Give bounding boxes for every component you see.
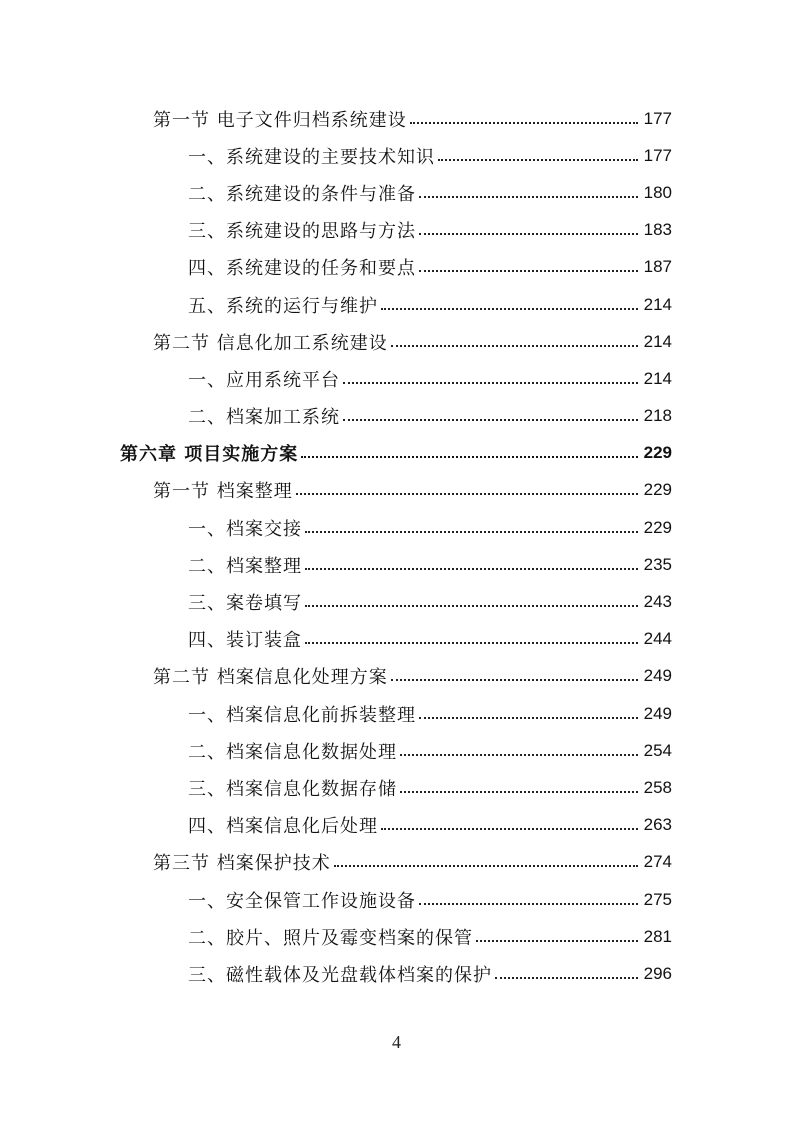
dot-leader [391, 679, 638, 681]
toc-entry-label: 第一节 档案整理 [153, 481, 293, 503]
dot-leader [410, 122, 638, 124]
toc-entry-item[interactable] [0, 695, 793, 732]
toc-entry-label: 二、档案整理 [188, 555, 302, 577]
toc-entry-label: 一、系统建设的主要技术知识 [188, 146, 435, 168]
toc-entry-page: 274 [643, 852, 672, 872]
dot-leader [305, 531, 638, 533]
dot-leader [419, 196, 638, 198]
toc-entry-page: 177 [643, 145, 672, 165]
toc-entry-page: 229 [643, 517, 672, 537]
toc-entry-item[interactable] [0, 249, 793, 286]
toc-entry-label: 三、档案信息化数据存储 [188, 778, 397, 800]
toc-entry-item[interactable] [0, 881, 793, 918]
toc-entry-label: 第三节 档案保护技术 [153, 853, 331, 875]
dot-leader [343, 419, 638, 421]
page-number: 4 [392, 1032, 401, 1052]
dot-leader [305, 642, 638, 644]
dot-leader [296, 493, 638, 495]
toc-entry-item[interactable] [0, 807, 793, 844]
toc-entry-label: 第二节 信息化加工系统建设 [153, 332, 388, 354]
toc-entry-page: 244 [643, 629, 672, 649]
toc-entry-item[interactable] [0, 509, 793, 546]
toc-entry-page: 296 [643, 963, 672, 983]
toc-entry-page: 249 [643, 703, 672, 723]
toc-entry-page: 183 [643, 220, 672, 240]
toc-entry-label: 二、胶片、照片及霉变档案的保管 [188, 927, 473, 949]
toc-entry-page: 214 [643, 368, 672, 388]
toc-entry-label: 三、案卷填写 [188, 593, 302, 615]
toc-entry-section[interactable] [0, 100, 793, 137]
dot-leader [438, 159, 638, 161]
toc-entry-page: 235 [643, 554, 672, 574]
toc-entry-page: 180 [643, 182, 672, 202]
dot-leader [400, 754, 638, 756]
toc-entry-item[interactable] [0, 955, 793, 992]
toc-entry-label: 五、系统的运行与维护 [188, 295, 378, 317]
toc-entry-item[interactable] [0, 918, 793, 955]
toc-entry-page: 249 [643, 666, 672, 686]
dot-leader [381, 828, 638, 830]
dot-leader [419, 233, 638, 235]
toc-entry-item[interactable] [0, 583, 793, 620]
table-of-contents [0, 100, 793, 993]
toc-entry-item[interactable] [0, 732, 793, 769]
toc-entry-label: 二、档案信息化数据处理 [188, 741, 397, 763]
dot-leader [334, 865, 638, 867]
toc-entry-label: 四、系统建设的任务和要点 [188, 258, 416, 280]
dot-leader [301, 456, 638, 458]
toc-entry-item[interactable] [0, 174, 793, 211]
dot-leader [419, 717, 638, 719]
toc-entry-label: 三、磁性载体及光盘载体档案的保护 [188, 964, 492, 986]
toc-entry-label: 三、系统建设的思路与方法 [188, 221, 416, 243]
dot-leader [400, 791, 638, 793]
toc-entry-item[interactable] [0, 398, 793, 435]
dot-leader [305, 605, 638, 607]
toc-entry-item[interactable] [0, 212, 793, 249]
toc-entry-section[interactable] [0, 658, 793, 695]
toc-entry-page: 229 [643, 480, 672, 500]
dot-leader [391, 345, 638, 347]
toc-entry-label: 一、应用系统平台 [188, 369, 340, 391]
toc-entry-item[interactable] [0, 137, 793, 174]
toc-entry-section[interactable] [0, 323, 793, 360]
toc-entry-item[interactable] [0, 769, 793, 806]
dot-leader [419, 270, 638, 272]
toc-entry-label: 第一节 电子文件归档系统建设 [153, 109, 407, 131]
toc-entry-label: 二、档案加工系统 [188, 407, 340, 429]
toc-entry-page: 243 [643, 592, 672, 612]
dot-leader [305, 568, 638, 570]
toc-entry-page: 275 [643, 889, 672, 909]
toc-entry-label: 一、档案交接 [188, 518, 302, 540]
toc-entry-page: 229 [643, 443, 672, 463]
dot-leader [476, 940, 638, 942]
toc-entry-section[interactable] [0, 844, 793, 881]
dot-leader [495, 977, 638, 979]
toc-entry-label: 四、装订装盒 [188, 630, 302, 652]
dot-leader [381, 308, 638, 310]
toc-entry-label: 第二节 档案信息化处理方案 [153, 667, 388, 689]
toc-entry-page: 258 [643, 777, 672, 797]
toc-entry-item[interactable] [0, 360, 793, 397]
toc-entry-page: 254 [643, 740, 672, 760]
toc-entry-label: 一、安全保管工作设施设备 [188, 890, 416, 912]
toc-entry-label: 一、档案信息化前拆装整理 [188, 704, 416, 726]
toc-entry-item[interactable] [0, 286, 793, 323]
toc-entry-label: 四、档案信息化后处理 [188, 816, 378, 838]
toc-entry-chapter[interactable] [0, 435, 793, 472]
toc-entry-section[interactable] [0, 472, 793, 509]
toc-entry-page: 177 [643, 108, 672, 128]
toc-entry-page: 214 [643, 294, 672, 314]
toc-entry-item[interactable] [0, 621, 793, 658]
dot-leader [343, 382, 638, 384]
toc-entry-page: 281 [643, 926, 672, 946]
toc-entry-page: 214 [643, 331, 672, 351]
toc-entry-item[interactable] [0, 546, 793, 583]
toc-entry-page: 187 [643, 257, 672, 277]
toc-entry-page: 263 [643, 815, 672, 835]
toc-entry-page: 218 [643, 406, 672, 426]
dot-leader [419, 903, 638, 905]
toc-entry-label: 二、系统建设的条件与准备 [188, 183, 416, 205]
toc-entry-label: 第六章 项目实施方案 [120, 444, 299, 466]
